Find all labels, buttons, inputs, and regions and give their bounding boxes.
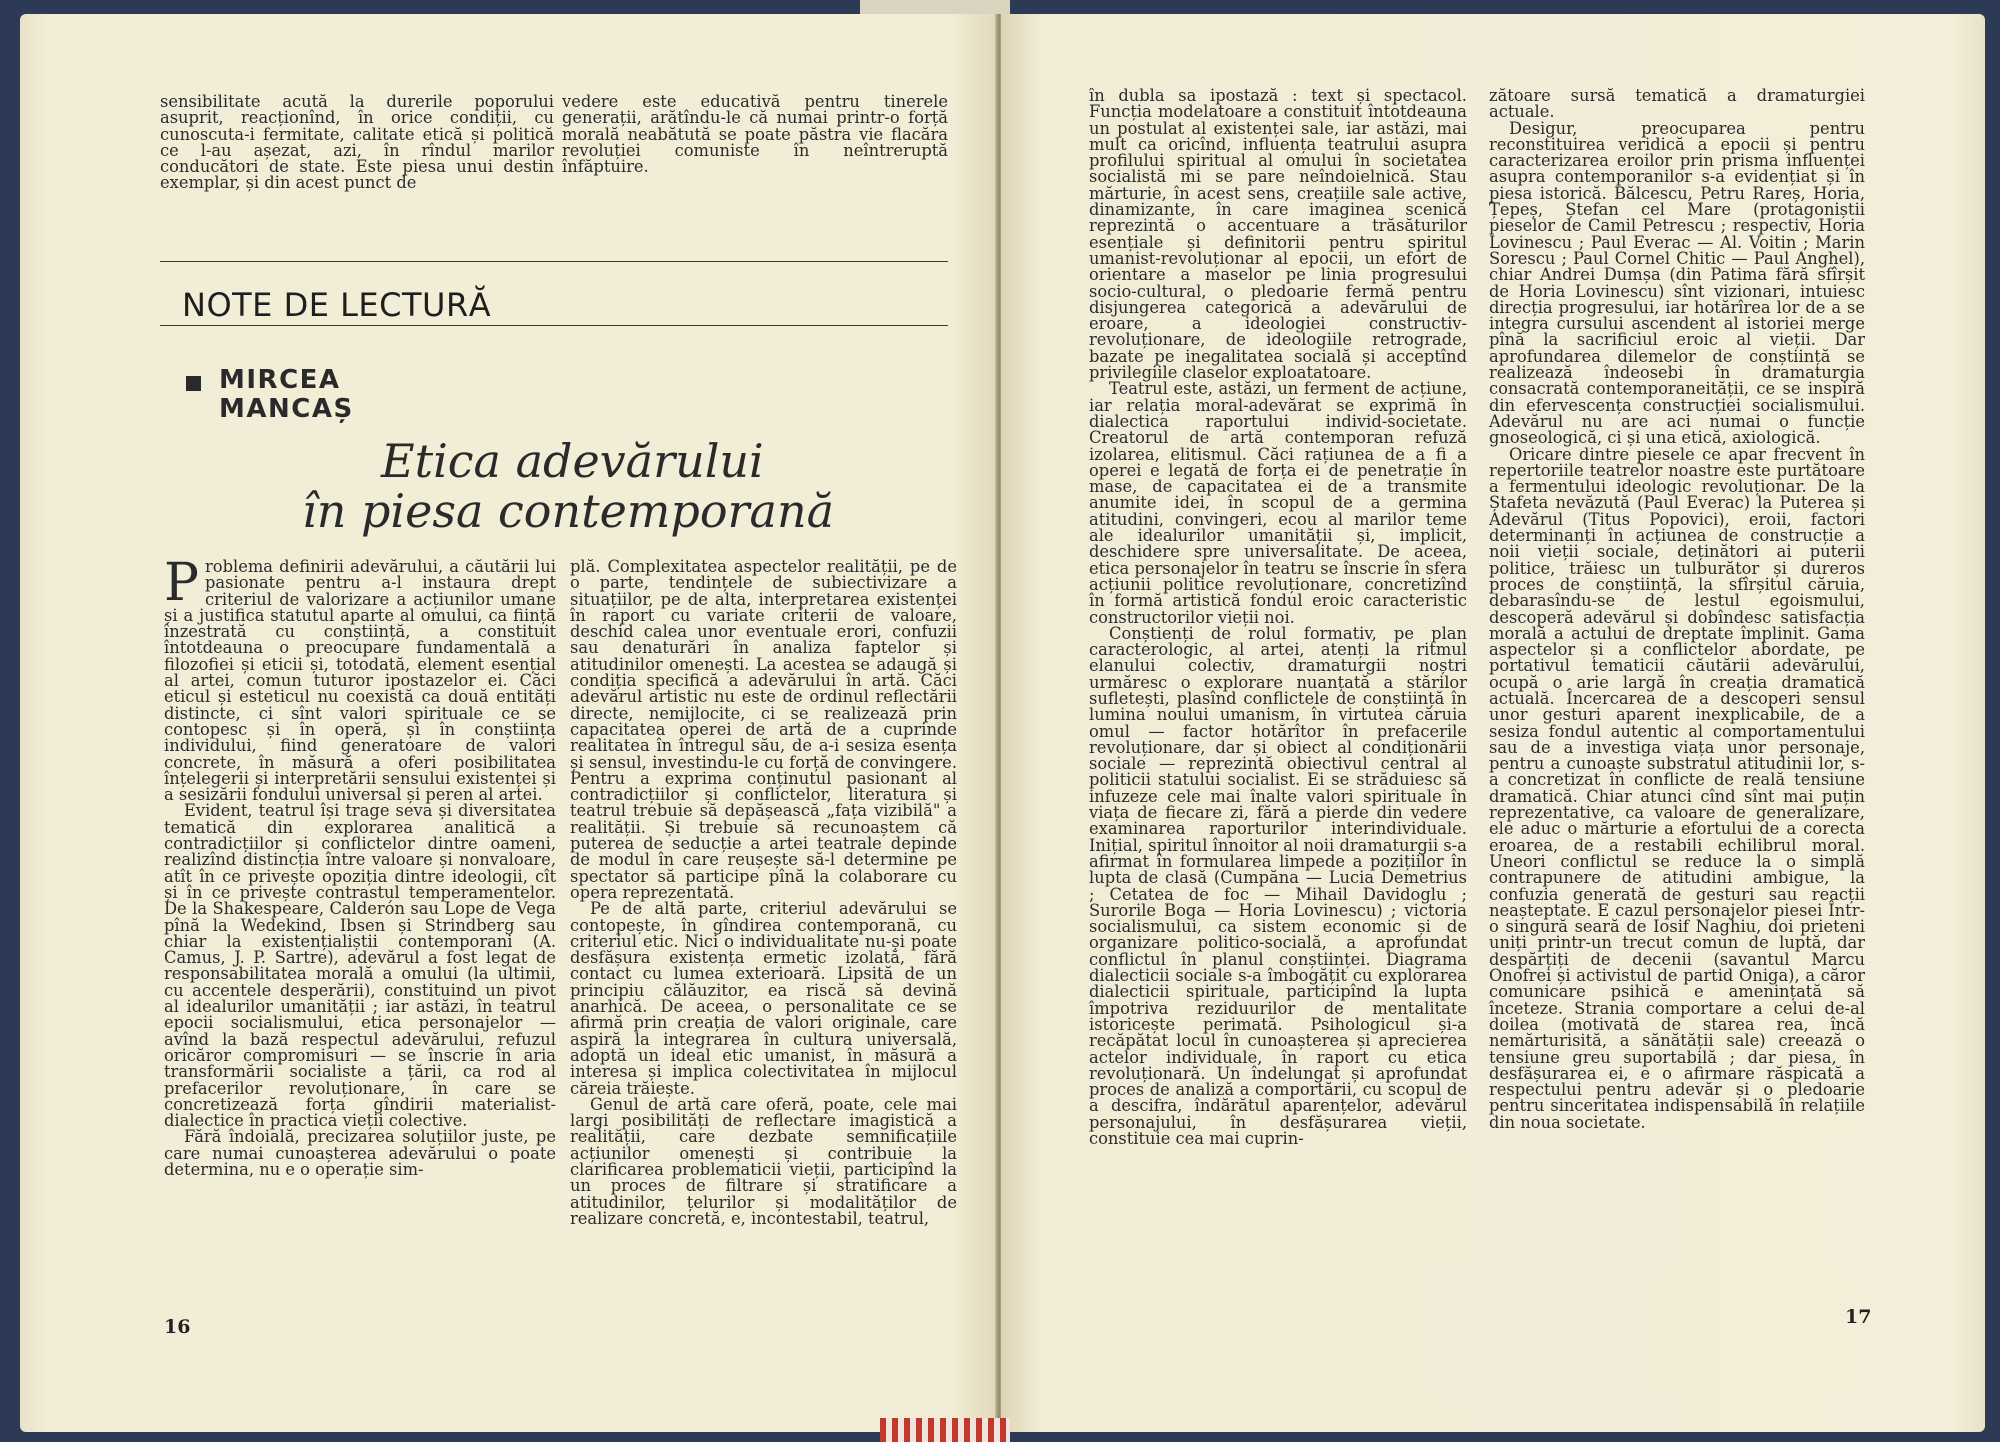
page-number-right: 17 bbox=[1845, 1306, 1872, 1328]
bookmark-ribbon bbox=[880, 1418, 1010, 1442]
paragraph-9: Conștienți de rolul formativ, pe plan caracterologic, al artei, atenți la ritmul elanului colectiv, dramaturgii noștri urmăresc o explorare nuanțată a stărilor sufletești, plasînd conflictele de conștiință în lumina noului umanism, în virtutea căruia omul — factor hotărîtor în prefacerile revoluționare, dar și obiect al condiționării sociale — reprezintă obiectivul central al politicii statului socialist. Ei se străduiesc să infuzeze cele mai înalte valori spirituale în viața de fiecare zi, fără a pierde din vedere examinarea raporturilor interindividuale. Inițial, spiritul înnoitor al noii dramaturgii s-a afirmat în formularea limpede a pozițiilor în lupta de clasă (Cumpăna — Lucia Demetrius ; Cetatea de foc — Mihail Davidoglu ; Surorile Boga — Horia Lovinescu) ; victoria socialismului, ca sistem economic și de organizare politico-socială, a aprofundat conflictul în planul conștiinței. Diagrama dialecticii sociale s-a îmbogățit cu explorarea dialecticii spirituale, participînd la lupta împotriva reziduurilor de mentalitate istoricește perimată. Psihologicul și-a recăpătat locul în cunoașterea și aprecierea actelor individuale, în raport cu etica revoluționară. Un îndelungat și aprofundat proces de analiză a comportării, cu scopul de a descifra, îndărătul aparențelor, adevărul personajului, în desfășurarea vieții, constituie cea mai cuprin- bbox=[1089, 623, 1467, 1148]
author-first-name: MIRCEA bbox=[219, 365, 341, 395]
article-column-3 bbox=[1089, 88, 1467, 1310]
section-title: NOTE DE LECTURĂ bbox=[182, 286, 492, 324]
paragraph-10: zătoare sursă tematică a dramaturgiei actuale. bbox=[1489, 88, 1865, 122]
author-last-name: MANCAȘ bbox=[219, 394, 354, 424]
dropcap: P bbox=[164, 559, 199, 613]
left-page bbox=[20, 14, 997, 1432]
article-title-line-1: Etica adevărului bbox=[381, 434, 764, 488]
paragraph-5: Pe de altă parte, criteriul adevărului se contopește, în gîndirea contemporană, cu criteriul etic. Nici o individualitate nu-și poate desfășura existența ermetic izolată, fără contact cu lumea exterioară. Lipsită de un principiu călăuzitor, ea riscă să devină anarhică. De aceea, o personalitate ce se afirmă prin creația de valori originale, care aspiră la integrarea în cultura universală, adoptă un ideal etic umanist, în măsură a interesa și implica colectivitatea în mijlocul căreia trăiește. bbox=[570, 899, 957, 1098]
right-page bbox=[1001, 14, 1985, 1432]
paragraph-11: Desigur, preocuparea pentru reconstituirea veridică a epocii și pentru caracterizarea eroilor prin prisma influenței asupra contemporanilor s-a evidențiat și în piesa istorică. Bălcescu, Petru Rareș, Horia, Țepeș, Ștefan cel Mare (protagoniștii pieselor de Camil Petrescu ; respectiv, Horia Lovinescu ; Paul Everac — Al. Voitin ; Marin Sorescu ; Paul Cornel Chitic — Paul Anghel), chiar Andrei Dumșa (din Patima fără sfîrșit de Horia Lovinescu) sînt vizionari, intuiesc direcția progresului, iar hotărîrea lor de a se integra cursului ascendent al istoriei merge pînă la sacrificiul eroic al vieții. Dar aprofundarea dilemelor de conștiință se realizează îndeosebi în dramaturgia consacrată contemporaneității, ce se inspiră din efervescența construcției socialismului. Adevărul nu are aci numai o funcție gnoseologică, ci și una etică, axiologică. bbox=[1489, 118, 1865, 448]
section-rule bbox=[160, 325, 948, 326]
article-column-2 bbox=[570, 559, 957, 1304]
paragraph-8: Teatrul este, astăzi, un ferment de acțiune, iar relația moral-adevărat se exprimă în dialectica raportului individ-societate. Creatorul de artă contemporan refuză izolarea, elitismul. Căci rațiunea de a fi a operei e legată de forța ei de penetrație în mase, de capacitatea ei de a transmite anumite idei, în scopul de a germina atitudini, convingeri, ecou al marilor teme ale idealurilor umanității și, implicit, deschidere spre universalitate. De aceea, etica personajelor în teatru se înscrie în sfera acțiunii politice revoluționare, concretizînd în formă artistică fondul eroic caracteristic constructorilor vieții noi. bbox=[1089, 379, 1467, 627]
paragraph-4: plă. Complexitatea aspectelor realității, pe de o parte, tendințele de subiectivizare a situațiilor, pe de alta, interpretarea existenței în raport cu variate criterii de valoare, deschid calea unor eventuale erori, confuzii sau denaturări în analiza faptelor și atitudinilor omenești. La acestea se adaugă și condiția specifică a adevărului în artă. Căci adevărul artistic nu este de ordinul reflectării directe, nemijlocite, ci se realizează prin capacitatea operei de artă de a cuprinde realitatea în întregul său, de a-i sesiza esența și sensul, investindu-le cu forță de convingere. Pentru a exprima conținutul pasionant al contradicțiilor și conflictelor, literatura și teatrul trebuie să depășească „fața vizibilă" a realității. Și trebuie să recunoaștem că puterea de seducție a artei teatrale depinde de modul în care reușește să-l determine pe spectator să participe pînă la colaborare cu opera reprezentată. bbox=[570, 559, 957, 902]
top-column-1-text: sensibilitate acută la durerile poporului asuprit, reacționînd, în orice condiții, cu cunoscuta-i fermitate, calitate etică și politică ce l-au așezat, azi, în rîndul marilor conducători de state. Este piesa unui destin exemplar, și din acest punct de bbox=[160, 94, 554, 193]
paragraph-12: Oricare dintre piesele ce apar frecvent în repertoriile teatrelor noastre este purtătoare a fermentului ideologic revoluționar. De la Ștafeta nevăzută (Paul Everac) la Puterea și Adevărul (Titus Popovici), eroii, factori determinanți în acțiunea de construcție a noii vieții sociale, deținători ai puterii politice, trăiesc un tulburător și dureros proces de conștiință, la sfîrșitul căruia, debarasîndu-se de lestul egoismului, descoperă adevărul și dobîndesc satisfacția morală a actului de dreptate împlinit. Gama aspectelor și a conflictelor abordate, pe portativul tematicii căutării adevărului, ocupă o arie largă în creația dramatică actuală. Încercarea de a descoperi sensul unor gesturi aparent inexplicabile, de a sesiza fondul autentic al comportamentului sau de a investiga viața unor personaje, pentru a cunoaște substratul atitudinii lor, s-a concretizat în conflicte de reală tensiune dramatică. Chiar atunci cînd sînt mai puțin reprezentative, ca valoare de generalizare, ele aduc o mărturie a efortului de a corecta eroarea, de a restabili echilibrul moral. Uneori conflictul se reduce la o simplă contrapunere de atitudini ambigue, la confuzia generată de gesturi sau reacții neașteptate. E cazul personajelor piesei Într-o singură seară de Iosif Naghiu, doi prieteni uniți printr-un trecut comun de luptă, dar despărțiți de decenii (savantul Marcu Onofrei și activistul de partid Oniga), a căror comunicare psihică e amenințată să înceteze. Strania comportare a celui de-al doilea (motivată de starea rea, încă nemărturisită, a sănătății sale) creează o tensiune greu suportabilă ; dar piesa, în desfășurarea ei, e o afirmare răspicată a respectului pentru adevăr și o pledoarie pentru sinceritatea indispensabilă în relațiile din noua societate. bbox=[1489, 444, 1865, 1132]
paragraph-1 bbox=[164, 559, 556, 803]
page-number-left: 16 bbox=[164, 1316, 191, 1338]
paragraph-7: în dubla sa ipostază : text și spectacol. Funcția modelatoare a constituit întotdeauna un postulat al existenței sale, iar astăzi, mai mult ca oricînd, influența teatrului asupra profilului spiritual al omului în societatea socialistă mi se pare neîndoielnică. Stau mărturie, în acest sens, creațiile sale active, dinamizante, în care imaginea scenică reprezintă o accentuare a trăsăturilor esențiale și definitorii pentru spiritul umanist-revoluționar al epocii, un efort de orientare a maselor pe linia progresului socio-cultural, o pledoarie fermă pentru disjungerea categorică a adevărului de eroare, a ideologiei constructiv-revoluționare, de ideologiile retrograde, bazate pe inegalitatea socială și acceptînd privilegiile claselor exploatatoare. bbox=[1089, 88, 1467, 383]
paragraph-3: Fără îndoială, precizarea soluțiilor juste, pe care numai cunoașterea adevărului o poate determina, nu e o operație sim- bbox=[164, 1127, 556, 1179]
top-column-2 bbox=[562, 94, 948, 234]
paragraph-1-text: roblema definirii adevărului, a căutării lui pasionate pentru a-l instaura drept criteriul de valorizare a acțiunilor umane și a justifica statutul aparte al omului, ca ființă înzestrată cu conștiință, a constituit întotdeauna o preocupare fundamentală a filozofiei și eticii și, totodată, element esențial al artei, comun tuturor ipostazelor ei. Căci eticul și esteticul nu coexistă ca două entități distincte, ci sînt valori spirituale ce se contopesc și în operă, și în conștiința individului, fiind generatoare de valori concrete, în măsură a oferi posibilitatea înțelegerii și interpretării sensului existenței și a sesizării fondului universal și peren al artei. bbox=[164, 559, 556, 805]
author-name bbox=[219, 366, 399, 424]
paragraph-2: Evident, teatrul își trage seva și diversitatea tematică din explorarea analitică a contradicțiilor și conflictelor dintre oameni, realizînd distincția între valoare și nonvaloare, atît în ce privește opoziția dintre ideologii, cît și în ce privește contrastul temperamentelor. De la Shakespeare, Calderón sau Lope de Vega pînă la Wedekind, Ibsen și Strindberg sau chiar la existențialiștii contemporani (A. Camus, J. P. Sartre), adevărul a fost legat de responsabilitatea morală a omului (la ultimii, cu accentele desperării), constituind un pivot al idealurilor umanității ; iar astăzi, în teatrul epocii socialismului, etica personajelor — avînd la bază respectul adevărului, refuzul oricăror compromisuri — se înscrie în aria transformării socialiste a țării, ca rod al prefacerilor revoluționare, în care se concretizează forța gîndirii materialist-dialectice în practica vieții colective. bbox=[164, 801, 556, 1131]
top-column-1 bbox=[160, 94, 554, 234]
author-marker-icon bbox=[186, 376, 201, 391]
article-column-4 bbox=[1489, 88, 1865, 1310]
article-title-line-2: în piesa contemporană bbox=[302, 484, 835, 538]
article-column-1 bbox=[164, 559, 556, 1304]
top-column-2-text: vedere este educativă pentru tinerele generații, arătîndu-le că numai printr-o forță morală neabătută se poate păstra vie flacăra revoluției comuniste în neîntreruptă înfăptuire. bbox=[562, 94, 948, 177]
top-rule bbox=[160, 261, 948, 262]
paragraph-6: Genul de artă care oferă, poate, cele mai largi posibilități de reflectare imagistică a realității, care dezbate semnificațiile acțiunilor omenești și contribuie la clarificarea problematicii vieții, participînd la un proces de filtrare și stratificare a atitudinilor, țelurilor și modalităților de realizare concretă, e, incontestabil, teatrul, bbox=[570, 1094, 957, 1228]
